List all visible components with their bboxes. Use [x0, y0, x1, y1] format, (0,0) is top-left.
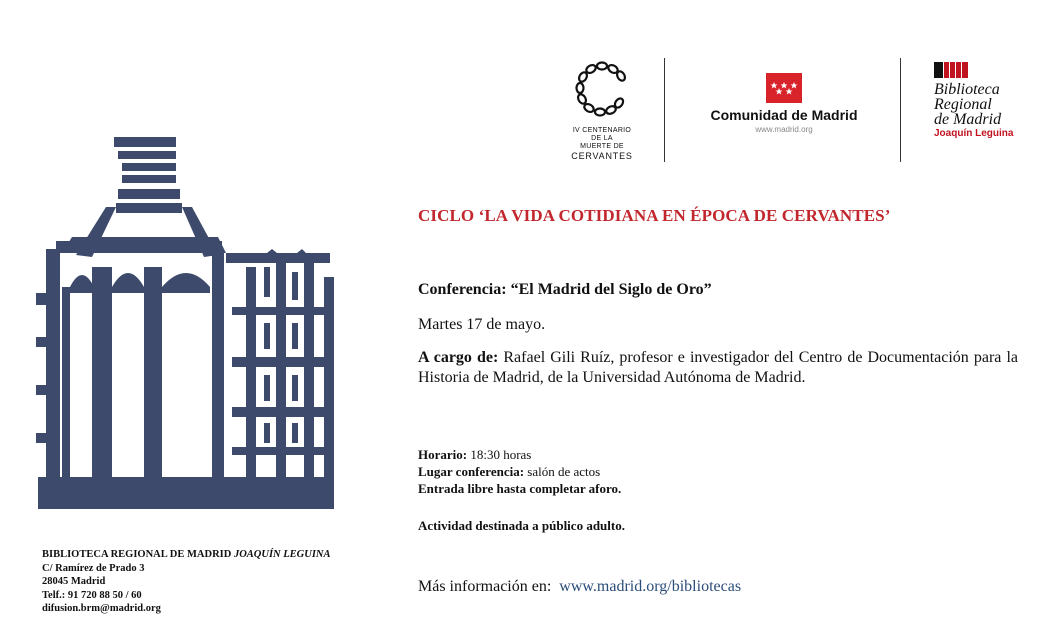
address-postal: 28045 Madrid [42, 576, 106, 588]
brm-line3: de Madrid [934, 111, 1002, 128]
brm-mark-icon [934, 62, 1034, 78]
library-address [42, 548, 331, 616]
cervantes-logo-line1: IV CENTENARIO [572, 127, 632, 134]
madrid-flag-icon [766, 73, 802, 103]
brm-line1: Biblioteca [934, 81, 1000, 98]
speaker-label: A cargo de: [418, 349, 499, 366]
comunidad-name: Comunidad de Madrid [710, 107, 858, 123]
more-info [418, 578, 741, 596]
cervantes-ring-icon [566, 58, 638, 122]
cervantes-logo-line2: DE LA [591, 135, 613, 142]
schedule-line [418, 446, 621, 463]
address-email[interactable]: difusion.brm@madrid.org [42, 603, 161, 615]
comunidad-de-madrid-logo [700, 73, 868, 134]
conference-speaker [418, 348, 1018, 388]
cycle-title: CICLO ‘LA VIDA COTIDIANA EN ÉPOCA DE CERVANTES’ [418, 206, 891, 225]
schedule-label: Horario: [418, 447, 468, 462]
entry-line: Entrada libre hasta completar aforo. [418, 481, 622, 496]
conference-title: Conferencia: “El Madrid del Siglo de Oro” [418, 281, 712, 298]
brm-line4: Joaquín Leguina [934, 128, 1014, 139]
schedule-value: 18:30 horas [467, 447, 532, 462]
address-street: C/ Ramírez de Prado 3 [42, 562, 145, 574]
address-phone: Telf.: 91 720 88 50 / 60 [42, 589, 142, 601]
logo-divider [664, 58, 665, 162]
more-info-label: Más información en: [418, 578, 552, 595]
more-info-link[interactable]: www.madrid.org/bibliotecas [559, 578, 742, 595]
conference-date: Martes 17 de mayo. [418, 316, 546, 333]
cervantes-centenary-logo [566, 58, 638, 160]
address-name-italic: JOAQUÍN LEGUINA [233, 549, 331, 560]
cervantes-logo-line3: MUERTE DE [580, 143, 624, 150]
address-name: BIBLIOTECA REGIONAL DE MADRID JOAQUÍN LEGUINA [42, 549, 331, 560]
biblioteca-regional-logo [934, 62, 1034, 139]
speaker-text: Rafael Gili Ruíz, profesor e investigador del Centro de Documentación para la Historia de Madrid, de la Universidad Autónoma de Madrid. [418, 349, 1019, 386]
comunidad-url: www.madrid.org [755, 125, 813, 134]
building-illustration [36, 137, 336, 509]
cervantes-logo-line4: CERVANTES [571, 151, 633, 161]
audience-note: Actividad destinada a público adulto. [418, 518, 625, 533]
event-details [418, 446, 621, 497]
venue-label: Lugar conferencia: [418, 464, 525, 479]
venue-value: salón de actos [524, 464, 601, 479]
logo-divider-2 [900, 58, 901, 162]
brm-line2: Regional [934, 96, 992, 113]
venue-line [418, 463, 621, 480]
